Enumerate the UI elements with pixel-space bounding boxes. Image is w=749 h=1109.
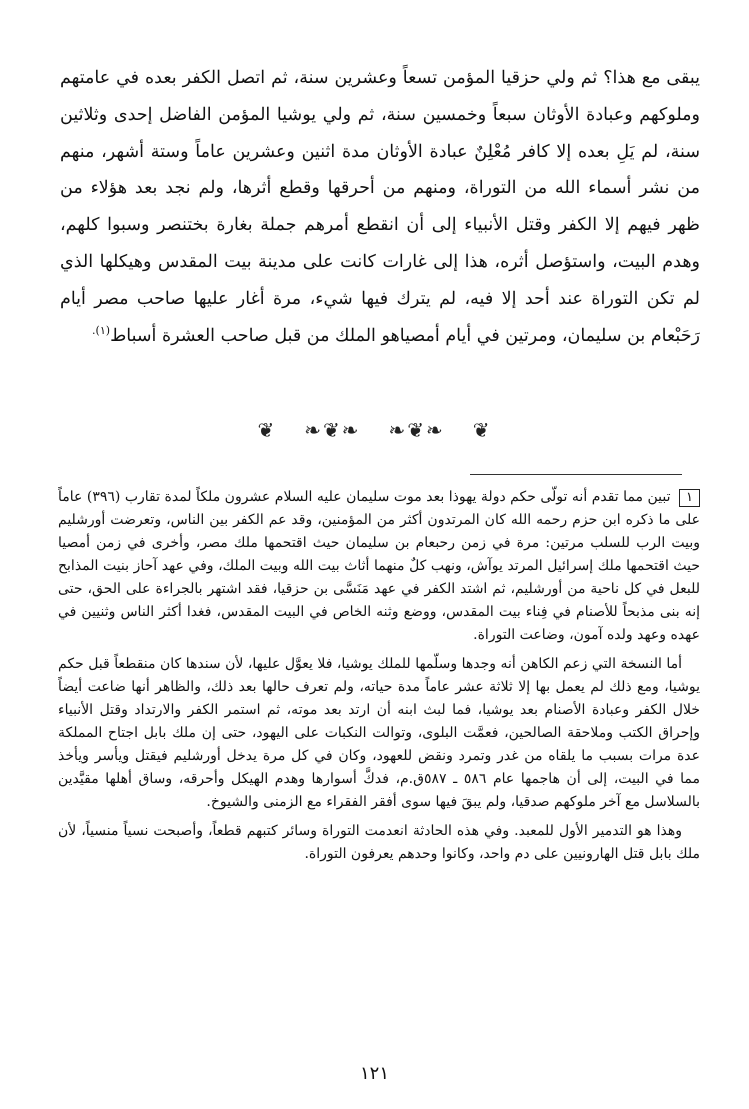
footnote-1 bbox=[58, 486, 700, 647]
footnote-paragraph-2: أما النسخة التي زعم الكاهن أنه وجدها وسلّمها للملك يوشيا، فلا يعوَّل عليها، لأن سندها كان منقطعاً قبل حكم يوشيا، ومع ذلك لم يعمل بها إلا ثلاثة عشر عاماً مدة حياته، ولم تعرف حالها بعد ذلك، والظاهر أنها ضاعت أيضاً خلال الكفر وعبادة الأصنام بعد يوشيا، فما لبث ابنه أن ارتد بعد موته، ثم استمر الكفر والارتداد وقتل الأنبياء وإحراق الكتب وملاحقة الصالحين، فعمَّت البلوى، وتوالت النكبات على اليهود، حتى إن ملك بابل اجتاح المملكة عدة مرات بسبب ما يلقاه من غدر وتمرد ونقض للعهود، وكان في كل مرة يدخل أورشليم فيقتل ويأسر ويأخذ مما في البيت، إلى أن هاجمها عام ٥٨٦ ـ ٥٨٧ق.م، فدكَّ أسوارها وهدم الهيكل وأحرقه، وساق أهلها مقيَّدين بالسلاسل مع آخر ملوكهم صدقيا، ولم يبقَ فيها سوى أفقر الفقراء مع الزمنى والشيوخ. bbox=[58, 656, 700, 810]
footnote-number-box: ١ bbox=[679, 489, 700, 507]
main-text bbox=[60, 60, 700, 354]
ornament-glyph: ❦ bbox=[472, 418, 492, 442]
footnote-paragraph-3: وهذا هو التدمير الأول للمعبد. وفي هذه الحادثة انعدمت التوراة وسائر كتبهم قطعاً، وأصبحت نسياً منسياً، لأن ملك بابل قتل الهارونيين على دم واحد، وكانوا وحدهم يعرفون التوراة. bbox=[58, 823, 700, 862]
ornament-glyph: ❦ bbox=[257, 418, 277, 442]
footnote-divider bbox=[470, 474, 682, 475]
main-paragraph-text: يبقى مع هذا؟ ثم ولي حزقيا المؤمن تسعاً وعشرين سنة، ثم اتصل الكفر بعده في عامتهم وملوكهم وعبادة الأوثان سبعاً وخمسين سنة، ثم ولي يوشيا المؤمن الفاضل إحدى وثلاثين سنة، لم يَلِ بعده إلا كافر مُعْلِنٌ عبادة الأوثان مدة اثنين وعشرين عاماً وستة أشهر، منهم من نشر أسماء الله من التوراة، ومنهم من أحرقها وقطع أثرها، ولم نجد بعد هؤلاء من ظهر فيهم إلا الكفر وقتل الأنبياء إلى أن انقطع أمرهم جملة بغارة بختنصر وسبوا كلهم، وهدم البيت، واستؤصل أثره، هذا إلى غارات كانت على مدينة بيت المقدس وهيكلها الذي لم تكن التوراة عند أحد إلا فيه، لم يترك فيها شيء، مرة أغار عليها صاحب مصر أيام رَحَبْعام بن سليمان، ومرتين في أيام أمصياهو الملك من قبل صاحب العشرة أسباط bbox=[60, 68, 700, 346]
page-number: ١٢١ bbox=[359, 1063, 389, 1084]
footnote-1-text: تبين مما تقدم أنه تولّى حكم دولة يهوذا بعد موت سليمان عليه السلام عشرون ملكاً لمدة تقارب (٣٩٦) عاماً على ما ذكره ابن حزم رحمه الله كان المرتدون أكثر من المؤمنين، وقد عم الكفر بين الناس، وتعرضت أورشليم وبيت الرب للسلب مرتين: مرة في زمن رحبعام بن سليمان حيث اقتحمها ملك مصر، وأخرى في زمن أمصيا حيث اقتحمها ملك إسرائيل المرتد يوآش، ونهب كلٌ منهما أثاث بيت الله وبيت الملك، وفي عهد آحاز بنيت المذابح للبعل في كل ناحية من أورشليم، ثم اشتد الكفر في عهد مَنَسَّى بن حزقيا، فقد اشتهر بالجراءة على الحق، حتى إنه بنى مذبحاً للأصنام في فِناء بيت المقدس، ووضع وثنه الخاص في البيت المقدس، فغدا أكثر الناس وثنيين في عهده وعهد ولده آمون، وضاعت التوراة. bbox=[58, 489, 700, 643]
footnote-reference[interactable]: (١). bbox=[92, 323, 111, 337]
footnotes-section bbox=[58, 486, 700, 872]
ornament-glyph: ❧❦❧ bbox=[304, 418, 361, 442]
ornament-glyph: ❧❦❧ bbox=[388, 418, 445, 442]
main-paragraph bbox=[60, 60, 700, 354]
section-ornament bbox=[0, 418, 749, 442]
